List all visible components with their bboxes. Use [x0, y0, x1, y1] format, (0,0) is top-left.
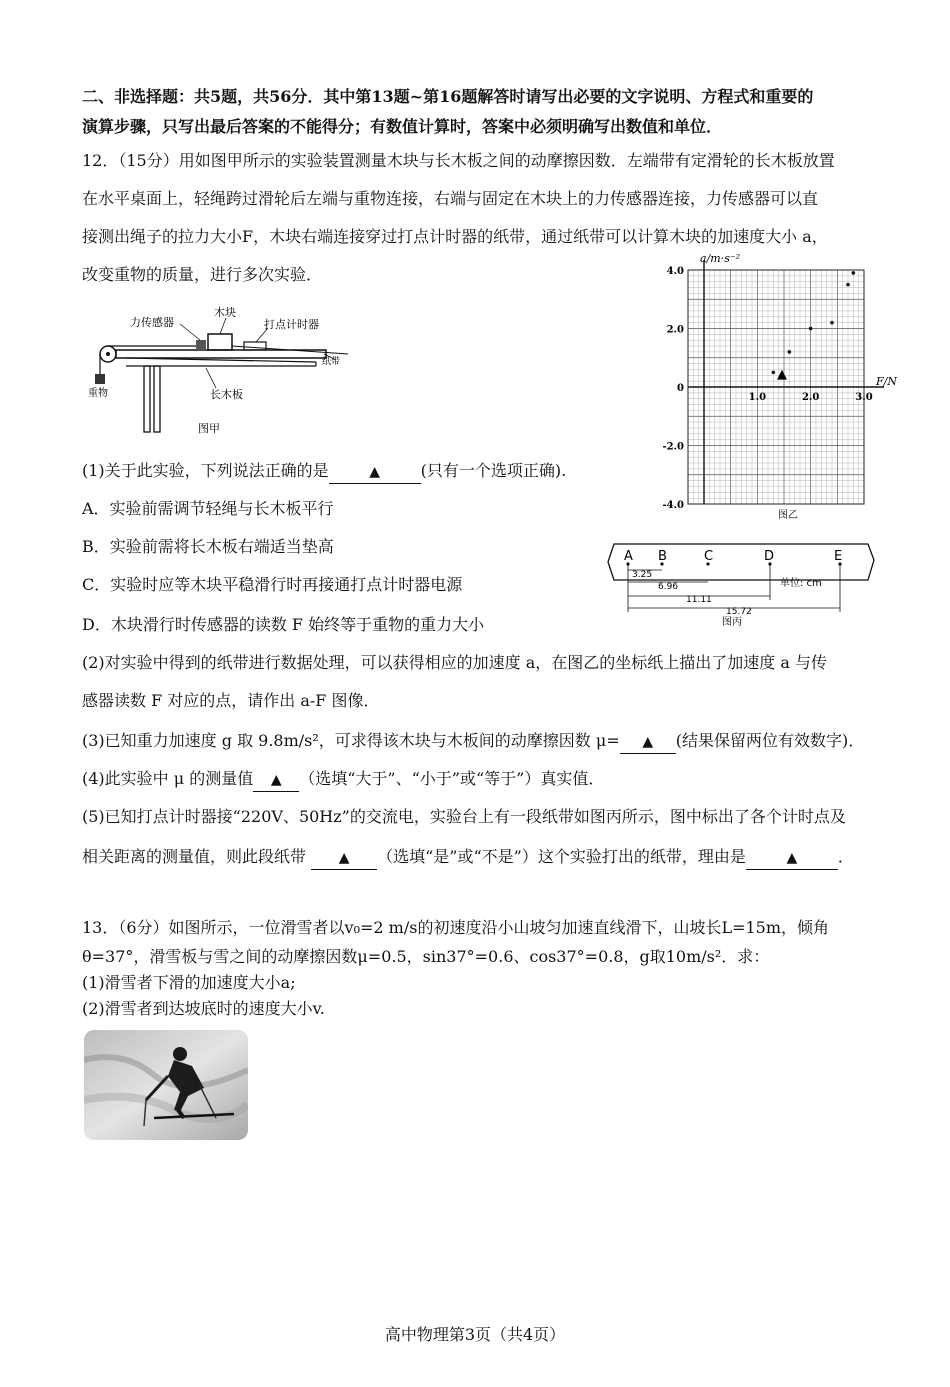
- q12-option-a: A．实验前需调节轻绳与长木板平行: [82, 499, 334, 518]
- section-heading-line2: 演算步骤，只写出最后答案的不能得分；有数值计算时，答案中必须明确写出数值和单位．: [82, 117, 723, 136]
- q13-line2: θ=37°，滑雪板与雪之间的动摩擦因数μ=0.5，sin37°=0.6、cos37°=0.8，g取10m/s²．求：: [82, 947, 770, 966]
- distance-ab: 3.25: [632, 570, 653, 580]
- q12-option-d: D．木块滑行时传感器的读数 F 始终等于重物的重力大小: [82, 615, 485, 634]
- point-a: A: [624, 549, 633, 564]
- point-b: B: [658, 549, 667, 564]
- caption-jia: 图甲: [198, 422, 220, 435]
- skier-head: [173, 1047, 187, 1061]
- q13-part2: (2)滑雪者到达坡底时的速度大小v.: [82, 999, 325, 1018]
- q12-option-b: B．实验前需将长木板右端适当垫高: [82, 537, 334, 556]
- y-axis-label: a/m·s⁻²: [700, 252, 741, 265]
- label-board: 长木板: [210, 388, 243, 401]
- q12-line3: 接测出绳子的拉力大小F，木块右端连接穿过打点计时器的纸带，通过纸带可以计算木块的加速度大小 a，: [82, 227, 828, 246]
- point-c: C: [704, 549, 714, 564]
- q12-part1-stem: (1)关于此实验，下列说法正确的是: [82, 461, 329, 480]
- weight-shape: [95, 374, 105, 384]
- q12-part1-blank[interactable]: [329, 460, 421, 484]
- q12-line2: 在水平桌面上，轻绳跨过滑轮后左端与重物连接，右端与固定在木块上的力传感器连接，力传感器可以直: [82, 189, 819, 208]
- y-tick-label: 0: [677, 383, 684, 394]
- graph-ticks: [662, 266, 872, 511]
- distance-ad: 11.11: [686, 595, 712, 605]
- caption-yi: 图乙: [778, 510, 798, 521]
- data-point: [809, 327, 813, 331]
- page-footer: 高中物理第3页（共4页）: [384, 1325, 566, 1344]
- data-point: [772, 371, 776, 375]
- q12-part5-end: ．: [837, 847, 854, 866]
- y-tick-label: 4.0: [666, 266, 684, 277]
- q12-part4-stem: (4)此实验中 μ 的测量值: [82, 769, 254, 788]
- point-d: D: [764, 549, 775, 564]
- q12-line4: 改变重物的质量，进行多次实验．: [82, 265, 323, 284]
- answer-mark: ▲: [642, 734, 654, 750]
- q12-part4-note: （选填“大于”、“小于”或“等于”）真实值．: [299, 769, 605, 788]
- figure-paper-tape: [606, 540, 886, 632]
- point-e: E: [834, 549, 843, 564]
- q13-part1: (1)滑雪者下滑的加速度大小a;: [82, 973, 296, 992]
- x-tick-label: 3.0: [855, 392, 873, 403]
- y-tick-label: 2.0: [666, 324, 684, 336]
- q12-part3-stem: (3)已知重力加速度 g 取 9.8m/s²，可求得该木块与木板间的动摩擦因数 μ=: [82, 731, 620, 750]
- distance-ac: 6.96: [658, 582, 679, 592]
- answer-mark: ▲: [786, 850, 798, 866]
- q12-part1-note: (只有一个选项正确).: [420, 461, 567, 480]
- q12-part5-line2: [82, 846, 854, 870]
- tape-unit: 单位: cm: [780, 578, 822, 589]
- data-point: [846, 283, 850, 287]
- x-tick-label: 2.0: [801, 392, 820, 403]
- q12-part3-blank[interactable]: [620, 730, 676, 754]
- answer-mark: ▲: [369, 464, 381, 480]
- label-weight: 重物: [88, 388, 108, 399]
- data-point: [852, 271, 856, 275]
- q12-part3: [82, 730, 864, 754]
- distance-ae: 15.72: [726, 607, 752, 617]
- x-tick-label: 1.0: [748, 392, 767, 403]
- skier-photo: [84, 1030, 248, 1140]
- graph-answer-mark: ▲: [777, 367, 787, 382]
- q12-part5-stem: 相关距离的测量值，则此段纸带: [82, 847, 307, 866]
- q12-part5-note: （选填“是”或“不是”）这个实验打出的纸带，理由是: [377, 847, 746, 866]
- q12-option-c: C．实验时应等木块平稳滑行时再接通打点计时器电源: [82, 575, 463, 594]
- graph-axes: [688, 260, 884, 504]
- figure-af-graph: [660, 248, 910, 526]
- q12-part5-blank2[interactable]: [746, 846, 838, 870]
- q12-part1: [82, 460, 566, 484]
- label-timer: 打点计时器: [264, 318, 319, 331]
- block-shape: [208, 334, 232, 350]
- figure-apparatus: [86, 300, 366, 440]
- q12-part4-blank[interactable]: [253, 768, 299, 792]
- q12-line1: 12．（15分）用如图甲所示的实验装置测量木块与长木板之间的动摩擦因数．左端带有定滑轮的长木板放置: [82, 151, 835, 170]
- q13-line1: 13．（6分）如图所示，一位滑雪者以v₀=2 m/s的初速度沿小山坡匀加速直线滑下，山坡长L=15m，倾角: [82, 918, 830, 937]
- answer-mark: ▲: [338, 850, 350, 866]
- caption-bing: 图丙: [722, 617, 742, 628]
- q12-part5-line1: (5)已知打点计时器接“220V、50Hz”的交流电，实验台上有一段纸带如图丙所示，图中标出了各个计时点及: [82, 807, 846, 826]
- data-point: [788, 350, 792, 354]
- timer-shape: [244, 342, 266, 350]
- q12-part4: [82, 768, 604, 792]
- label-sensor: 力传感器: [130, 316, 174, 329]
- y-tick-label: -4.0: [662, 500, 684, 511]
- answer-mark: ▲: [270, 772, 282, 788]
- label-block: 木块: [214, 306, 236, 319]
- section-heading-line1: 二、非选择题：共5题，共56分．其中第13题~第16题解答时请写出必要的文字说明、方程式和重要的: [82, 87, 814, 106]
- q12-part3-note: (结果保留两位有效数字)．: [675, 731, 865, 750]
- label-tape: 纸带: [322, 357, 341, 367]
- q12-part2-line2: 感器读数 F 对应的点，请作出 a-F 图像．: [82, 691, 380, 710]
- y-tick-label: -2.0: [662, 441, 684, 453]
- q12-part5-blank1[interactable]: [311, 846, 377, 870]
- x-axis-label: F/N: [876, 375, 897, 388]
- board-shape: [116, 350, 326, 358]
- q12-part2-line1: (2)对实验中得到的纸带进行数据处理，可以获得相应的加速度 a，在图乙的坐标纸上描出了加速度 a 与传: [82, 653, 828, 672]
- data-point: [830, 321, 834, 325]
